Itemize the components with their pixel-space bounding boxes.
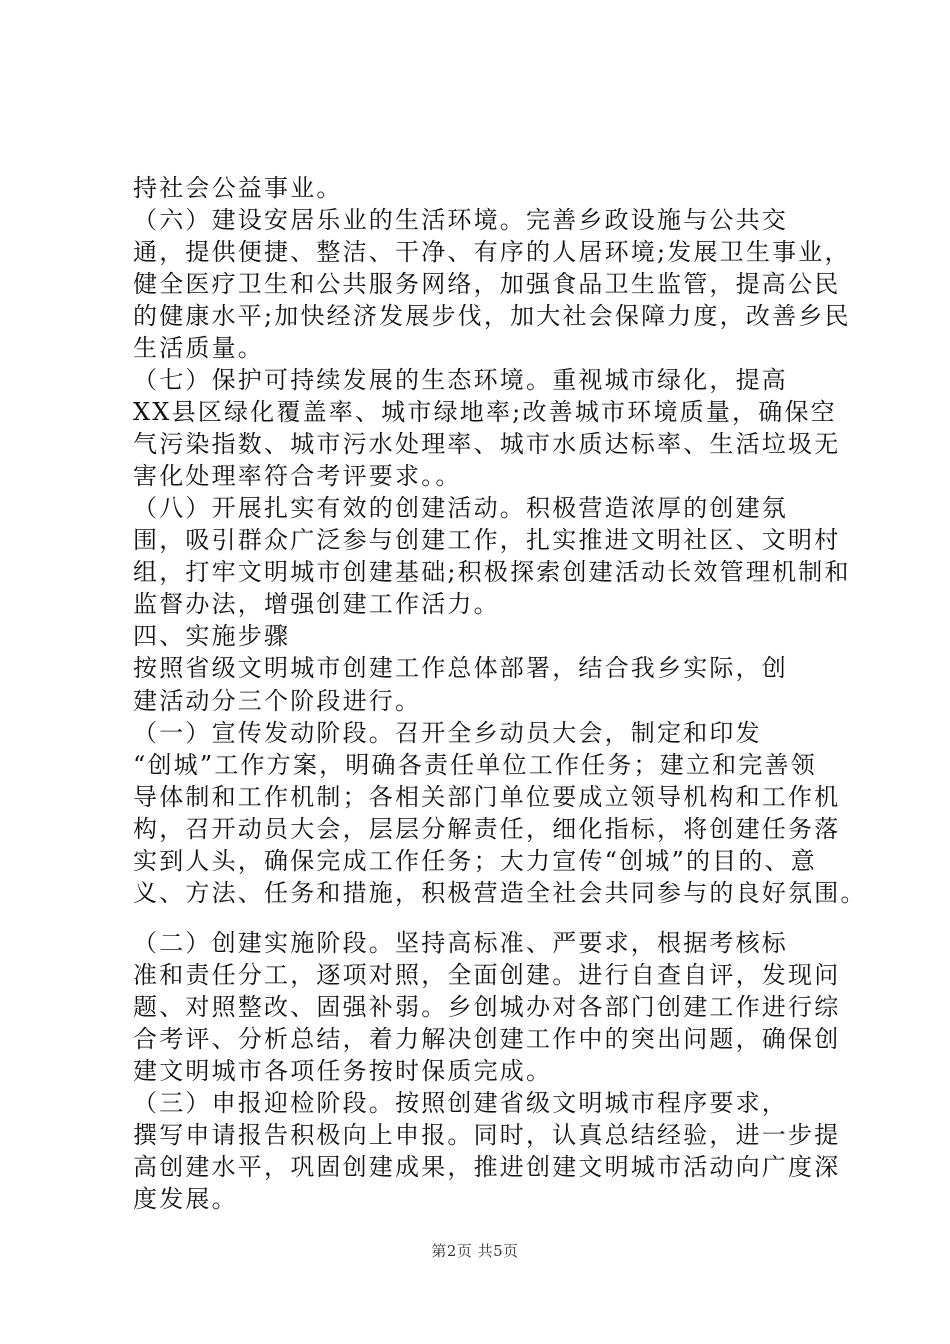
text-line: 的健康水平;加快经济发展步伐，加大社会保障力度，改善乡民 bbox=[133, 302, 851, 330]
text-line: 通，提供便捷、整洁、干净、有序的人居环境;发展卫生事业， bbox=[133, 238, 851, 266]
page-number: 第2页 共5页 bbox=[431, 1242, 519, 1260]
text-line: （三）申报迎检阶段。按照创建省级文明城市程序要求， bbox=[133, 1089, 788, 1117]
section-heading: 四、实施步骤 bbox=[133, 622, 291, 650]
text-line: 义、方法、任务和措施，积极营造全社会共同参与的良好氛围。 bbox=[133, 879, 867, 907]
text-line: 准和责任分工，逐项对照，全面创建。进行自查自评，发现问 bbox=[133, 961, 841, 989]
text-line: 题、对照整改、固强补弱。乡创城办对各部门创建工作进行综 bbox=[133, 993, 841, 1021]
text-line: 撰写申请报告积极向上申报。同时，认真总结经验，进一步提 bbox=[133, 1121, 841, 1149]
text-line: 气污染指数、城市污水处理率、城市水质达标率、生活垃圾无 bbox=[133, 430, 841, 458]
text-line: 导体制和工作机制；各相关部门单位要成立领导机构和工作机 bbox=[133, 783, 841, 811]
text-line: 建文明城市各项任务按时保质完成。 bbox=[133, 1057, 553, 1085]
text-line: （二）创建实施阶段。坚持高标准、严要求，根据考核标 bbox=[133, 929, 788, 957]
text-line: 监督办法，增强创建工作活力。 bbox=[133, 590, 500, 618]
text-line: 构，召开动员大会，层层分解责任，细化指标，将创建任务落 bbox=[133, 815, 841, 843]
text-line: 组，打牢文明城市创建基础;积极探索创建活动长效管理机制和 bbox=[133, 558, 851, 586]
text-line: （八）开展扎实有效的创建活动。积极营造浓厚的创建氛 bbox=[133, 494, 788, 522]
text-line: （六）建设安居乐业的生活环境。完善乡政设施与公共交 bbox=[133, 206, 788, 234]
text-line: 高创建水平，巩固创建成果，推进创建文明城市活动向广度深 bbox=[133, 1153, 841, 1181]
text-line: 围，吸引群众广泛参与创建工作，扎实推进文明社区、文明村 bbox=[133, 526, 841, 554]
text-line: 实到人头，确保完成工作任务；大力宣传“创城”的目的、意 bbox=[133, 847, 817, 875]
text-line: 健全医疗卫生和公共服务网络，加强食品卫生监管，提高公民 bbox=[133, 270, 841, 298]
text-line: 合考评、分析总结，着力解决创建工作中的突出问题，确保创 bbox=[133, 1025, 841, 1053]
text-line: XX县区绿化覆盖率、城市绿地率;改善城市环境质量，确保空 bbox=[133, 398, 837, 426]
text-line: 度发展。 bbox=[133, 1185, 238, 1213]
text-line: 建活动分三个阶段进行。 bbox=[133, 687, 422, 715]
text-line: “创城”工作方案，明确各责任单位工作任务；建立和完善领 bbox=[133, 751, 817, 779]
text-line: 害化处理率符合考评要求。。 bbox=[133, 462, 462, 490]
text-line: 生活质量。 bbox=[133, 334, 264, 362]
text-line: （一）宣传发动阶段。召开全乡动员大会，制定和印发 bbox=[133, 719, 762, 747]
text-line: （七）保护可持续发展的生态环境。重视城市绿化，提高 bbox=[133, 366, 788, 394]
text-line: 按照省级文明城市创建工作总体部署，结合我乡实际，创 bbox=[133, 654, 788, 682]
text-line: 持社会公益事业。 bbox=[133, 174, 343, 202]
